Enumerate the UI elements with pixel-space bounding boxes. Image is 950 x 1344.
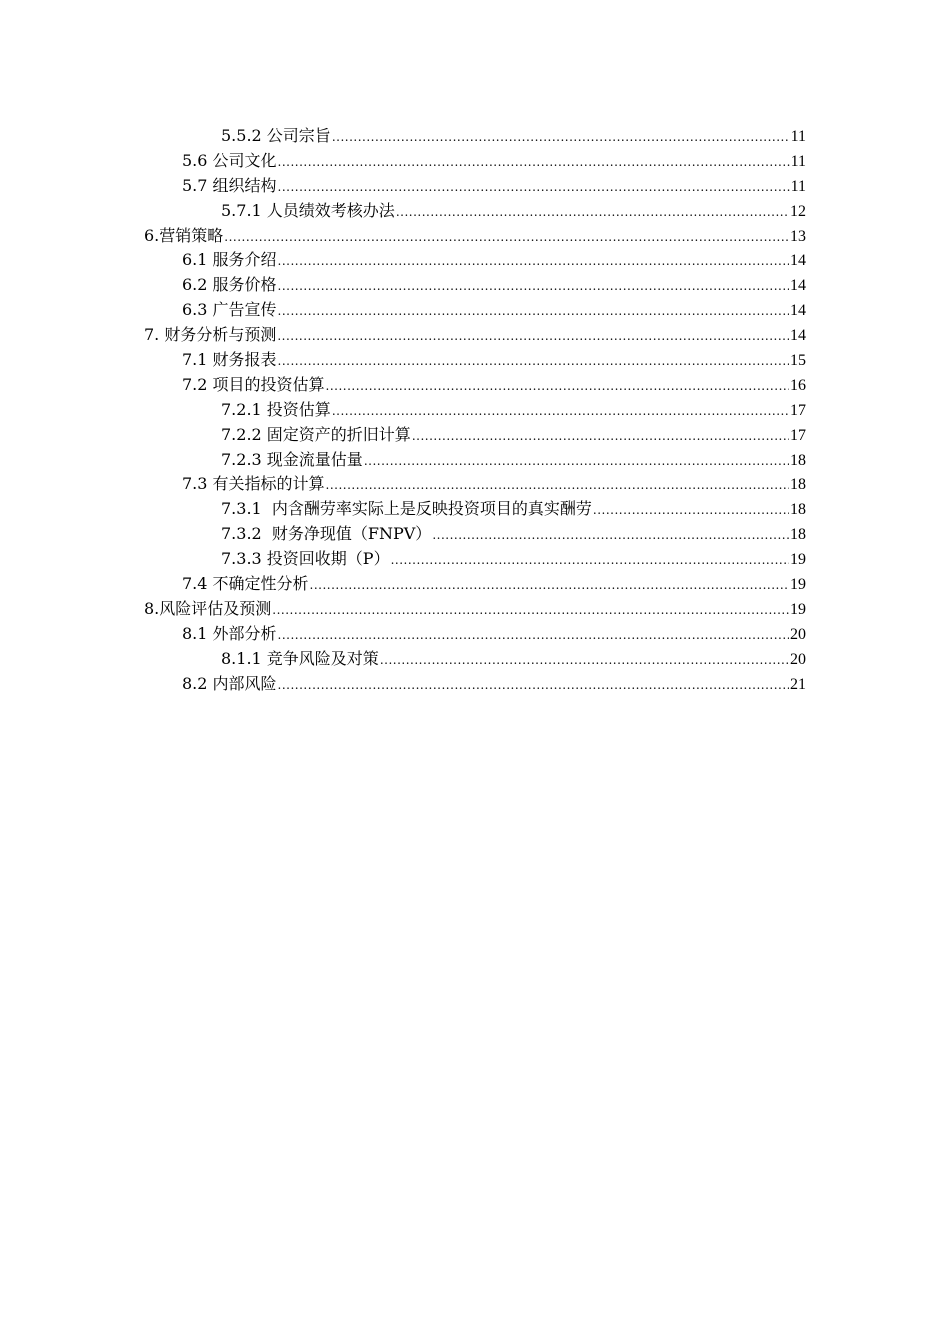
toc-entry-page-number: 19: [790, 576, 806, 594]
toc-dot-leader: [310, 573, 789, 598]
toc-entry-page-number: 14: [790, 252, 806, 270]
toc-entry-page-number: 11: [790, 128, 806, 145]
toc-entry[interactable]: [0, 348, 950, 373]
toc-entry-page-number: 18: [790, 476, 806, 494]
toc-dot-leader: [272, 598, 789, 623]
toc-dot-leader: [412, 424, 789, 449]
toc-dot-leader: [278, 249, 789, 274]
toc-dot-leader: [332, 125, 790, 150]
toc-entry-title: 7. 财务分析与预测: [144, 325, 277, 345]
toc-entry[interactable]: [0, 622, 950, 647]
toc-dot-leader: [380, 648, 789, 673]
toc-entry[interactable]: [0, 547, 950, 572]
toc-entry-page-number: 14: [790, 277, 806, 295]
toc-dot-leader: [326, 473, 789, 498]
toc-entry[interactable]: [0, 572, 950, 597]
toc-entry[interactable]: [0, 248, 950, 273]
toc-entry[interactable]: [0, 423, 950, 448]
toc-entry-title: 8.2 内部风险: [182, 673, 277, 693]
toc-entry-page-number: 17: [790, 401, 806, 419]
toc-entry[interactable]: [0, 199, 950, 224]
toc-dot-leader: [278, 274, 789, 299]
toc-entry-page-number: 19: [790, 551, 806, 569]
toc-entry-title: 8.1.1 竞争风险及对策: [221, 648, 379, 668]
toc-dot-leader: [278, 623, 789, 648]
toc-entry[interactable]: [0, 522, 950, 547]
toc-entry-page-number: 20: [790, 650, 806, 668]
toc-entry[interactable]: [0, 373, 950, 398]
toc-entry[interactable]: [0, 273, 950, 298]
toc-entry-title: 6.2 服务价格: [182, 275, 277, 295]
toc-entry[interactable]: [0, 298, 950, 323]
toc-entry-page-number: 12: [790, 202, 806, 220]
toc-entry-title: 6.1 服务介绍: [182, 250, 277, 270]
toc-entry-title: 8.风险评估及预测: [144, 598, 272, 618]
toc-entry-title: 7.4 不确定性分析: [182, 574, 309, 594]
toc-entry-title: 7.2.1 投资估算: [221, 399, 331, 419]
toc-entry[interactable]: [0, 124, 950, 149]
toc-entry[interactable]: [0, 398, 950, 423]
toc-dot-leader: [278, 150, 790, 175]
toc-entry-title: 7.1 财务报表: [182, 350, 277, 370]
toc-entry-page-number: 13: [790, 227, 806, 245]
toc-dot-leader: [364, 449, 789, 474]
toc-entry-title: 7.3.3 投资回收期（P）: [221, 549, 390, 569]
toc-entry-title: 5.7 组织结构: [182, 175, 277, 195]
toc-dot-leader: [277, 324, 789, 349]
toc-dot-leader: [432, 523, 789, 548]
toc-entry-title: 7.2.2 固定资产的折旧计算: [221, 424, 411, 444]
toc-entry-title: 7.3.1 内含酬劳率实际上是反映投资项目的真实酬劳: [221, 499, 592, 519]
toc-dot-leader: [593, 498, 789, 523]
toc-entry-page-number: 11: [790, 177, 806, 195]
toc-entry[interactable]: [0, 174, 950, 199]
toc-entry-title: 5.5.2 公司宗旨: [221, 126, 331, 145]
toc-entry[interactable]: [0, 647, 950, 672]
table-of-contents: [0, 124, 950, 696]
toc-entry-page-number: 18: [790, 451, 806, 469]
toc-entry[interactable]: [0, 448, 950, 473]
toc-entry[interactable]: [0, 149, 950, 174]
toc-entry-title: 6.3 广告宣传: [182, 300, 277, 320]
toc-entry-page-number: 15: [790, 352, 806, 370]
toc-dot-leader: [332, 399, 789, 424]
toc-entry-page-number: 19: [790, 600, 806, 618]
toc-entry-title: 5.6 公司文化: [182, 150, 277, 170]
toc-entry-page-number: 20: [790, 625, 806, 643]
toc-entry-page-number: 14: [790, 302, 806, 320]
toc-entry-title: 7.2.3 现金流量估量: [221, 449, 363, 469]
toc-entry-page-number: 18: [790, 501, 806, 519]
toc-dot-leader: [326, 374, 789, 399]
toc-entry[interactable]: [0, 497, 950, 522]
toc-entry-page-number: 11: [790, 152, 806, 170]
toc-entry[interactable]: [0, 597, 950, 622]
toc-dot-leader: [278, 349, 789, 374]
toc-entry[interactable]: [0, 472, 950, 497]
toc-entry-page-number: 14: [790, 327, 806, 345]
toc-dot-leader: [224, 225, 789, 250]
toc-entry-title: 8.1 外部分析: [182, 623, 277, 643]
toc-dot-leader: [278, 175, 790, 200]
toc-entry[interactable]: [0, 224, 950, 249]
toc-dot-leader: [391, 548, 789, 573]
toc-entry-page-number: 16: [790, 376, 806, 394]
toc-entry-page-number: 17: [790, 426, 806, 444]
toc-dot-leader: [278, 299, 789, 324]
toc-entry-title: 7.3.2 财务净现值（FNPV）: [221, 524, 432, 544]
toc-dot-leader: [396, 200, 789, 225]
toc-entry-page-number: 18: [790, 526, 806, 544]
toc-entry[interactable]: [0, 323, 950, 348]
toc-entry-title: 6.营销策略: [144, 225, 224, 245]
toc-entry-title: 7.3 有关指标的计算: [182, 474, 325, 494]
toc-entry[interactable]: [0, 672, 950, 697]
toc-dot-leader: [278, 673, 789, 698]
toc-entry-title: 7.2 项目的投资估算: [182, 374, 325, 394]
toc-entry-title: 5.7.1 人员绩效考核办法: [221, 200, 395, 220]
toc-entry-page-number: 21: [790, 675, 806, 693]
